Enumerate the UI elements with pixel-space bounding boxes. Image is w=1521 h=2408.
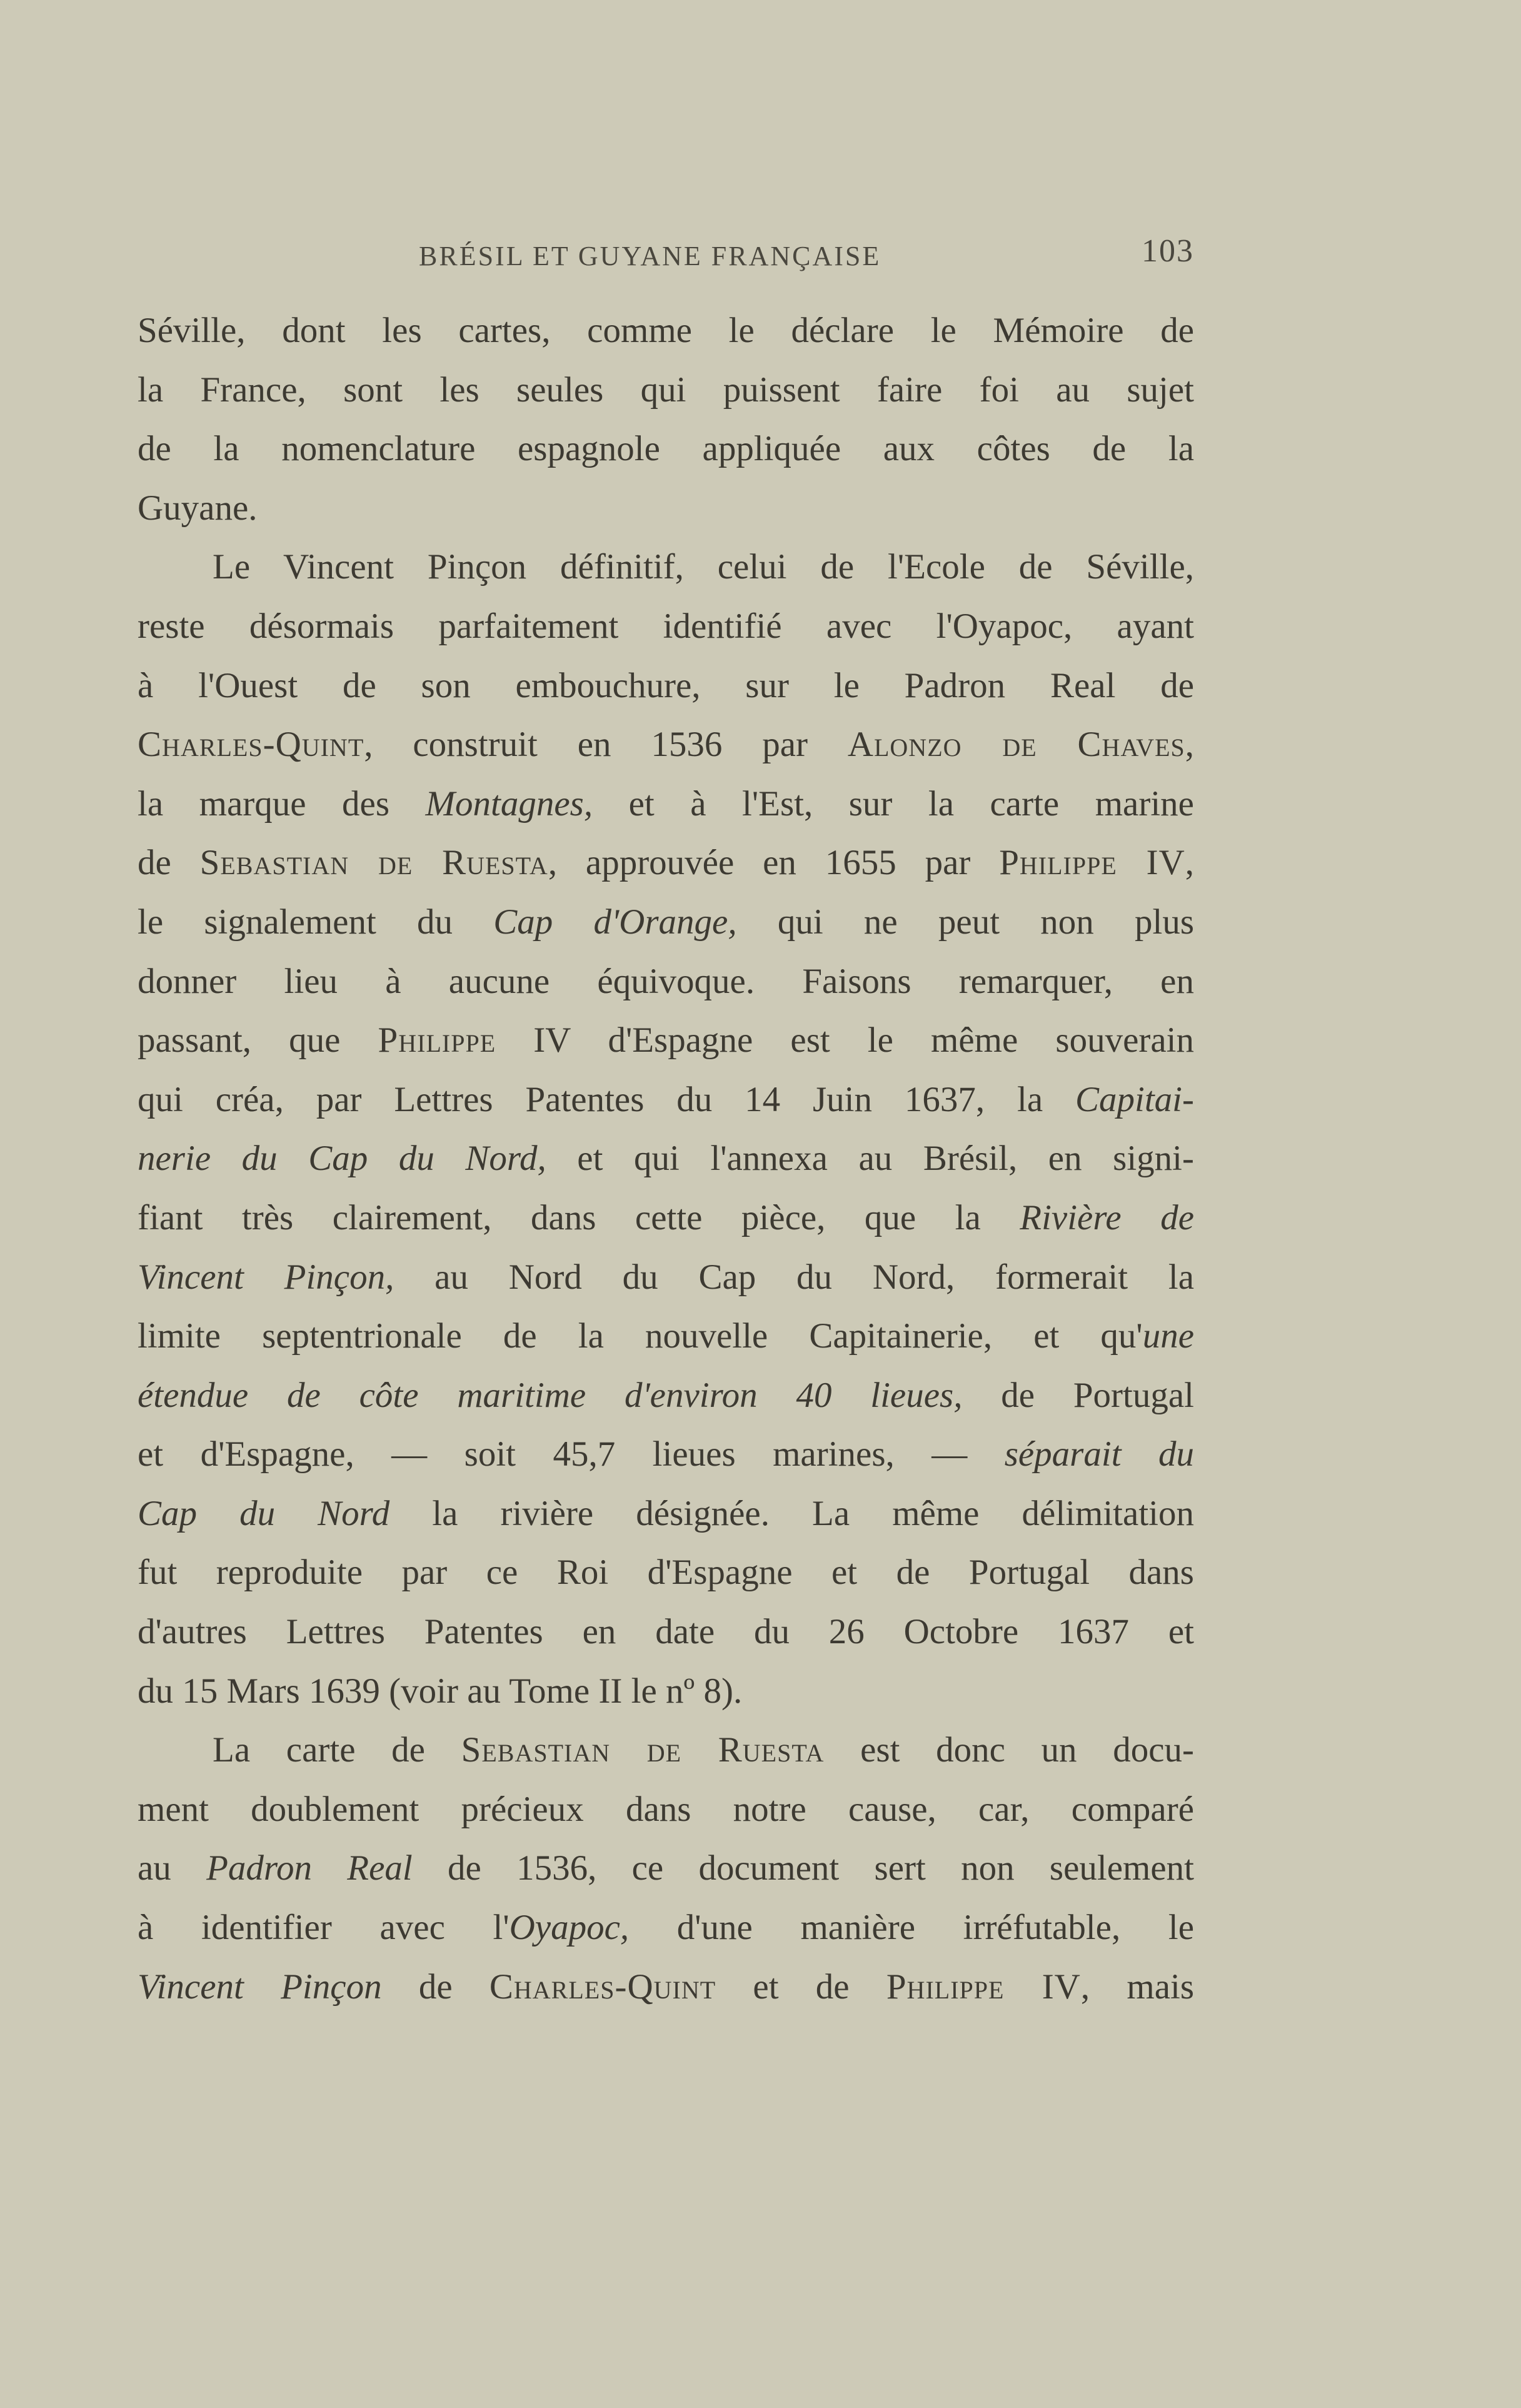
text-line <box>138 1780 1194 1840</box>
text-segment: et qui l'annexa au Brésil, en signi- <box>546 1139 1194 1179</box>
text-line <box>138 657 1194 716</box>
italic-text: Padron Real <box>206 1848 413 1888</box>
text-line <box>138 361 1194 420</box>
text-line <box>138 479 1194 538</box>
text-segment: de la nomenclature espagnole appliquée aux côtes de la <box>138 429 1194 469</box>
italic-text: une <box>1142 1316 1194 1356</box>
text-line <box>138 952 1194 1012</box>
small-caps-text: Charles-Quint <box>138 725 364 765</box>
text-segment: et de <box>716 1967 886 2007</box>
text-segment: Séville, dont les cartes, comme le déclare le Mémoire de <box>138 311 1194 350</box>
text-line <box>138 1366 1194 1426</box>
italic-text: étendue de côte maritime d'environ 40 lieues, <box>138 1375 963 1415</box>
text-segment: , <box>1185 725 1194 765</box>
small-caps-text: Philippe IV <box>999 843 1185 883</box>
text-segment: la marque des <box>138 783 426 824</box>
text-segment: est donc un docu- <box>824 1730 1194 1770</box>
text-segment: de Portugal <box>962 1375 1194 1415</box>
text-segment: à l'Ouest de son embouchure, sur le Padron Real de <box>138 665 1194 705</box>
text-segment: limite septentrionale de la nouvelle Capitainerie, et qu' <box>138 1316 1143 1356</box>
italic-text: Capitai- <box>1075 1079 1194 1119</box>
text-segment: , mais <box>1080 1967 1195 2007</box>
text-segment: le signalement du <box>138 902 494 942</box>
text-segment: , approuvée en 1655 par <box>548 843 1000 883</box>
text-segment: de <box>138 843 200 883</box>
text-segment: et d'Espagne, — soit 45,7 lieues marines, — <box>138 1434 1005 1474</box>
text-segment: fiant très clairement, dans cette pièce, que la <box>138 1197 1020 1237</box>
text-line <box>138 834 1194 893</box>
italic-text: Oyapoc, <box>509 1908 630 1948</box>
text-segment: fut reproduite par ce Roi d'Espagne et de Portugal dans <box>138 1553 1194 1593</box>
text-segment: d'une manière irréfutable, le <box>629 1908 1195 1948</box>
small-caps-text: Charles-Quint <box>489 1967 716 2007</box>
page-header <box>138 233 1194 276</box>
text-segment: Guyane. <box>138 488 258 528</box>
text-segment: la rivière désignée. La même délimitation <box>389 1493 1194 1533</box>
text-line <box>138 597 1194 657</box>
text-segment: au Nord du Cap du Nord, formerait la <box>394 1257 1194 1297</box>
text-line <box>138 301 1194 361</box>
italic-text: nerie du Cap du Nord, <box>138 1139 546 1179</box>
italic-text: Cap d'Orange, <box>493 902 737 942</box>
italic-text: Montagnes, <box>425 783 593 824</box>
text-line <box>138 1011 1194 1071</box>
text-segment: , construit en 1536 par <box>364 725 848 765</box>
italic-text: Vincent Pinçon <box>138 1967 382 2007</box>
text-line <box>138 1248 1194 1307</box>
text-segment: qui ne peut non plus <box>736 902 1195 942</box>
text-segment: La carte de <box>213 1730 461 1770</box>
text-segment: donner lieu à aucune équivoque. Faisons remarquer, en <box>138 961 1194 1001</box>
running-title: BRÉSIL ET GUYANE FRANÇAISE <box>419 241 881 271</box>
text-segment: à identifier avec l' <box>138 1908 510 1948</box>
small-caps-text: Sebastian de Ruesta <box>199 843 548 883</box>
text-line <box>138 1307 1194 1366</box>
text-segment: et à l'Est, sur la carte marine <box>593 783 1194 824</box>
small-caps-text: Sebastian de Ruesta <box>461 1730 825 1770</box>
text-segment: de <box>381 1967 489 2007</box>
text-segment: la France, sont les seules qui puissent faire foi au sujet <box>138 370 1194 410</box>
text-line <box>138 1543 1194 1603</box>
text-line <box>138 1839 1194 1898</box>
text-line <box>138 1958 1194 2017</box>
italic-text: Cap du Nord <box>138 1493 390 1533</box>
text-segment: , <box>1185 843 1195 883</box>
text-segment: au <box>138 1848 207 1888</box>
text-segment: passant, que <box>138 1020 378 1060</box>
text-line <box>138 1721 1194 1780</box>
text-segment: de 1536, ce document sert non seulement <box>412 1848 1194 1888</box>
small-caps-text: Philippe <box>378 1020 496 1060</box>
text-segment: qui créa, par Lettres Patentes du 14 Juin 1637, la <box>138 1079 1075 1119</box>
italic-text: Rivière de <box>1020 1197 1194 1237</box>
text-line <box>138 893 1194 952</box>
text-segment: d'autres Lettres Patentes en date du 26 Octobre 1637 et <box>138 1612 1194 1652</box>
text-line <box>138 1484 1194 1544</box>
page-number: 103 <box>1142 233 1194 269</box>
text-segment: reste désormais parfaitement identifié avec l'Oyapoc, ayant <box>138 606 1194 646</box>
text-line <box>138 1129 1194 1189</box>
italic-text: Vincent Pinçon, <box>138 1257 394 1297</box>
text-line <box>138 1071 1194 1130</box>
text-line <box>138 1189 1194 1248</box>
text-line <box>138 775 1194 834</box>
text-line <box>138 1425 1194 1484</box>
text-segment: IV d'Espagne est le même souverain <box>496 1020 1194 1060</box>
body-text <box>138 301 1194 2017</box>
text-line <box>138 420 1194 479</box>
text-line <box>138 1603 1194 1662</box>
italic-text: séparait du <box>1004 1434 1195 1474</box>
text-segment: Le Vincent Pinçon définitif, celui de l'Ecole de Séville, <box>213 547 1194 587</box>
text-line <box>138 1662 1194 1721</box>
text-line <box>138 1898 1194 1958</box>
text-segment: ment doublement précieux dans notre cause, car, comparé <box>138 1789 1194 1829</box>
small-caps-text: Philippe IV <box>886 1967 1081 2007</box>
text-line <box>138 538 1194 597</box>
text-line <box>138 715 1194 775</box>
small-caps-text: Alonzo de Chaves <box>847 725 1185 765</box>
text-segment: du 15 Mars 1639 (voir au Tome II le nº 8). <box>138 1671 743 1711</box>
